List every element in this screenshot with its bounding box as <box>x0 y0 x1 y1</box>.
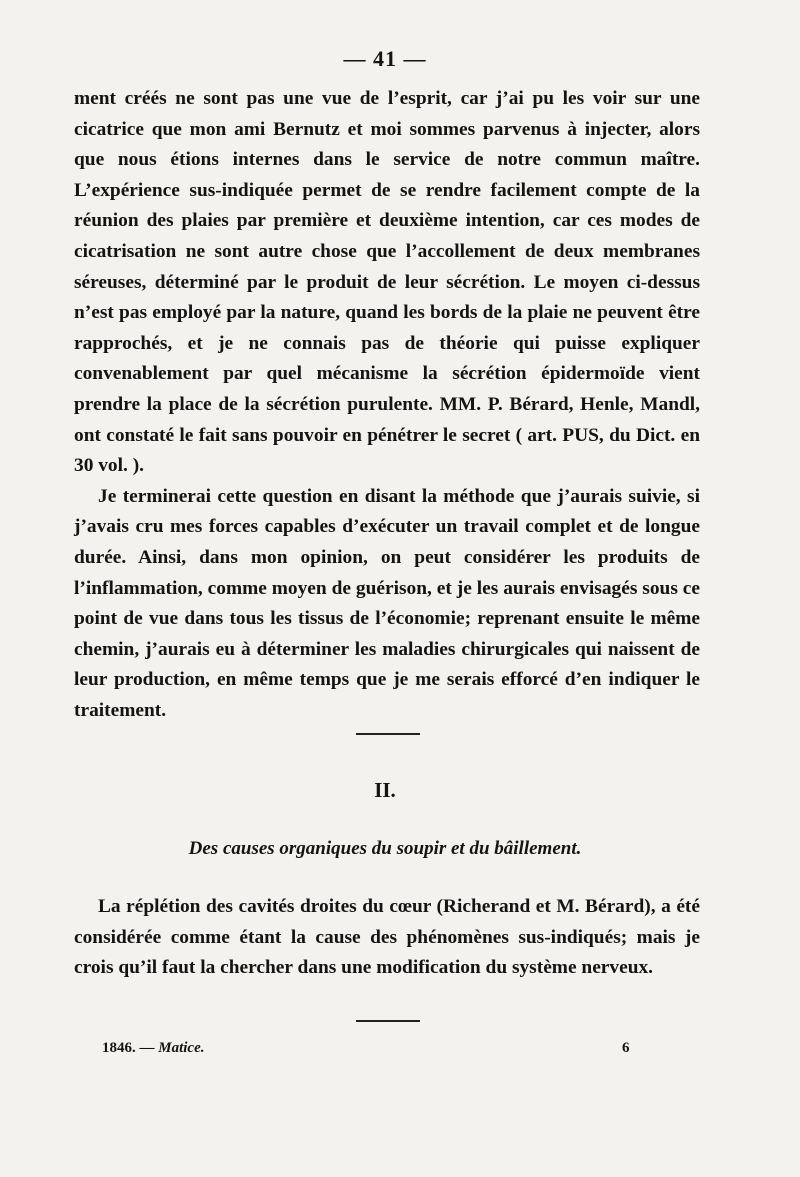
section-divider-bottom <box>356 1020 420 1022</box>
section-paragraph: La réplétion des cavités droites du cœur (Richerand et M. Bérard), a été considérée comme étant la cause des phénomènes sus-indiqués; mais je crois qu’il faut la chercher dans une modification du système nerveux. <box>74 896 700 979</box>
paragraph-2: Je terminerai cette question en disant la méthode que j’aurais suivie, si j’avais cru mes forces capables d’exécuter un travail complet et de longue durée. Ainsi, dans mon opinion, on peut considérer les produits de l’inflammation, comme moyen de guérison, et je les aurais envisagés sous ce point de vue dans tous les tissus de l’économie; reprenant ensuite le même chemin, j’aurais eu à déterminer les maladies chirurgicales qui naissent de leur production, en même temps que je me serais efforcé d’en indiquer le traitement. <box>74 485 700 721</box>
footer-author: Matice. <box>158 1040 205 1056</box>
page-number: — 41 — <box>343 46 427 71</box>
footer-imprint <box>102 1040 205 1057</box>
main-text <box>74 84 700 726</box>
paragraph-1: ment créés ne sont pas une vue de l’esprit, car j’ai pu les voir sur une cicatrice que mon ami Bernutz et moi sommes parvenus à injecter, alors que nous étions internes dans le service de notre commun maître. L’expérience sus-indiquée permet de se rendre facilement compte de la réunion des plaies par première et deuxième intention, car ces modes de cicatrisation ne sont autre chose que l’accollement de deux membranes séreuses, déterminé par le produit de leur sécrétion. Le moyen ci-dessus n’est pas employé par la nature, quand les bords de la plaie ne peuvent être rapprochés, et je ne connais pas de théorie qui puisse expliquer convenablement par quel mécanisme la sécrétion épidermoïde vient prendre la place de la sécrétion purulente. MM. P. Bérard, Henle, Mandl, ont constaté le fait sans pouvoir en pénétrer le secret ( art. PUS, du Dict. en 30 vol. ). <box>74 88 700 477</box>
section-divider-top <box>356 733 420 735</box>
section-number: II. <box>374 778 396 802</box>
footer-year: 1846. <box>102 1040 136 1056</box>
footer-dash: — <box>135 1040 159 1056</box>
section-title: Des causes organiques du soupir et du bâillement. <box>188 838 582 859</box>
section-text <box>74 892 700 984</box>
footer-signature: 6 <box>622 1040 630 1056</box>
